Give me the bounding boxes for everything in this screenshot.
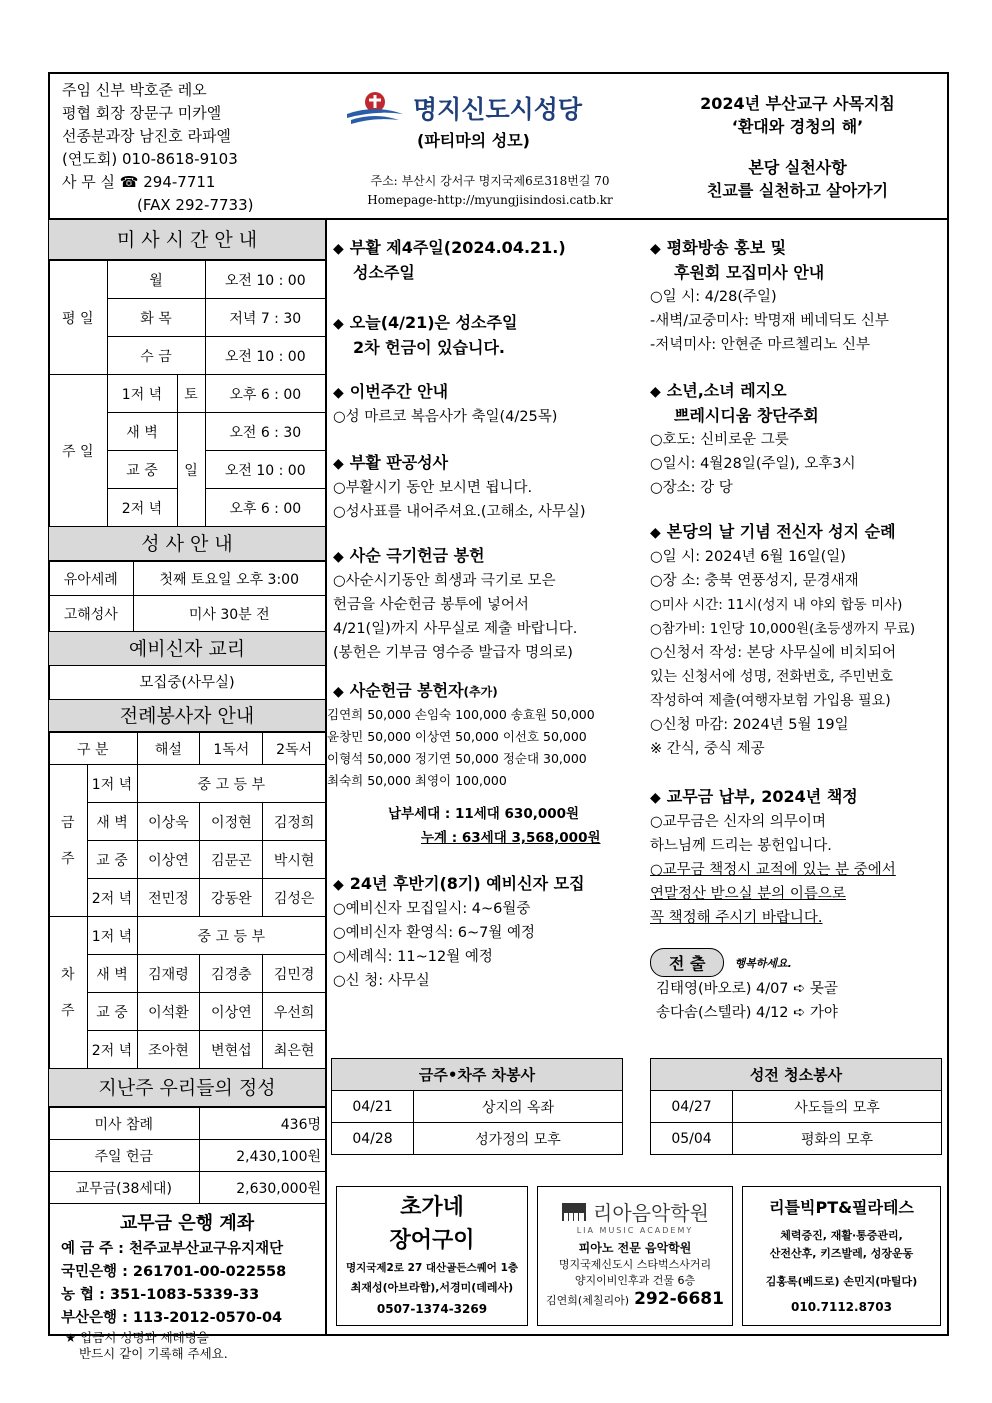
- section-title: 평화방송 홍보 및: [666, 238, 787, 257]
- altar-cell: 박시현: [263, 841, 325, 879]
- altar-merged: 중 고 등 부: [137, 917, 325, 955]
- ad-line: 체력증진, 재활·통증관리,: [780, 1229, 903, 1242]
- altar-header: 2독서: [263, 733, 325, 765]
- offering-value: 436명: [199, 1108, 325, 1140]
- mass-day: 월: [107, 261, 205, 299]
- section-line-underlined: 연말정산 받으실 분의 이름으로: [650, 886, 846, 902]
- altar-cell: 변현섭: [200, 1031, 263, 1069]
- ad-owner: 김홍록(베드로) 손민지(마틸다): [765, 1275, 918, 1288]
- section-line: 헌금을 사순헌금 봉투에 넣어서: [333, 597, 529, 613]
- guideline-line: 2024년 부산교구 사목지침: [700, 94, 895, 113]
- diamond-icon: ◆: [333, 456, 344, 472]
- bank-note: 반드시 같이 기록해 주세요.: [79, 1346, 228, 1361]
- mass-time: 오전 6 : 30: [205, 413, 325, 451]
- donor-cumulative: 누계 : 63세대 3,568,000원: [421, 830, 601, 846]
- section-line-underlined: ○교무금 책정시 교적에 있는 분 중에서: [650, 862, 896, 878]
- next-week-label: 차 주: [49, 917, 87, 1069]
- duty-team: 성가정의 모후: [414, 1123, 623, 1155]
- section-title: 쁘레시디움 창단주회: [674, 406, 819, 425]
- altar-cell: 이상연: [200, 993, 263, 1031]
- offering-name: 주일 헌금: [49, 1140, 199, 1172]
- staff-line: 주임 신부 박호준 레오: [62, 81, 207, 99]
- diamond-icon: ◆: [333, 241, 344, 257]
- section-title: 부활 제4주일(2024.04.21.): [349, 238, 566, 257]
- altar-cell: 우선희: [263, 993, 325, 1031]
- transfer-blessing: 행복하세요.: [734, 956, 792, 970]
- bank-note: ★ 입금시 성명과 세례명을: [65, 1330, 209, 1345]
- staff-line: 사 무 실 ☎ 294-7711: [62, 173, 216, 191]
- section-title-suffix: (추가): [463, 685, 498, 699]
- section-line: ○호도: 신비로운 그릇: [650, 432, 789, 448]
- altar-mass: 2저 녁: [87, 879, 137, 917]
- ad-music-academy: [537, 1186, 733, 1326]
- donor-total: 납부세대 : 11세대 630,000원: [388, 806, 580, 822]
- altar-cell: 조아현: [137, 1031, 200, 1069]
- church-homepage[interactable]: Homepage-http://myungjisindosi.catb.kr: [367, 193, 613, 207]
- section-title: 24년 후반기(8기) 예비신자 모집: [349, 874, 585, 893]
- section-line: ○장 소: 충북 연풍성지, 문경새재: [650, 573, 859, 589]
- section-line: ○일시: 4월28일(주일), 오후3시: [650, 456, 856, 472]
- mass-time: 오전 10 : 00: [205, 337, 325, 375]
- altar-header: 구 분: [49, 733, 137, 765]
- section-line: ○미사 시간: 11시(성지 내 야외 합동 미사): [650, 597, 903, 613]
- section-line: ○성사표를 내어주셔요.(고해소, 사무실): [333, 504, 586, 520]
- diamond-icon: ◆: [650, 241, 661, 257]
- staff-line: (FAX 292-7733): [137, 196, 254, 214]
- transfer-label: 전 출: [650, 948, 724, 977]
- section-title: 이번주간 안내: [349, 382, 449, 401]
- church-address: 주소: 부산시 강서구 명지국제6로318번길 70: [370, 174, 610, 188]
- mass-name: 2저 녁: [107, 489, 177, 527]
- mass-time: 오전 10 : 00: [205, 261, 325, 299]
- right-column: [650, 236, 942, 1025]
- altar-mass: 새 벽: [87, 955, 137, 993]
- ad-line: 피아노 전문 음악학원: [578, 1241, 692, 1255]
- altar-mass: 새 벽: [87, 803, 137, 841]
- left-column: [49, 220, 325, 1362]
- altar-mass: 교 중: [87, 993, 137, 1031]
- ad-title: 리아음악학원: [593, 1201, 709, 1225]
- ad-pilates: [742, 1186, 941, 1326]
- guideline-line: ‘환대와 경청의 해’: [731, 117, 864, 136]
- altar-mass: 1저 녁: [87, 917, 137, 955]
- ad-title: 초가네: [400, 1195, 464, 1220]
- mass-day: 화 목: [107, 299, 205, 337]
- duty-team: 사도들의 모후: [733, 1091, 942, 1123]
- altar-cell: 최은현: [263, 1031, 325, 1069]
- ad-restaurant: [336, 1186, 528, 1326]
- section-line: ○예비신자 모집일시: 4~6월중: [333, 901, 531, 917]
- diamond-icon: ◆: [650, 790, 661, 806]
- duty-date: 05/04: [651, 1123, 733, 1155]
- offering-name: 미사 참례: [49, 1108, 199, 1140]
- section-title: 본당의 날 기념 전신자 성지 순례: [666, 522, 896, 541]
- transfer-line: 김태영(바오로) 4/07 ➪ 못골: [656, 981, 838, 997]
- diamond-icon: ◆: [333, 549, 344, 565]
- section-title: 사순헌금 봉헌자: [349, 681, 464, 700]
- section-line: ○예비신자 환영식: 6~7월 예정: [333, 925, 536, 941]
- diamond-icon: ◆: [333, 684, 344, 700]
- mass-name: 교 중: [107, 451, 177, 489]
- mass-title: 미 사 시 간 안 내: [49, 220, 325, 260]
- duty-date: 04/21: [332, 1091, 414, 1123]
- middle-column: [327, 236, 643, 993]
- diamond-icon: ◆: [650, 384, 661, 400]
- sacrament-name: 유아세례: [49, 562, 133, 596]
- church-logo-icon: [345, 88, 405, 128]
- section-title: 사순 극기헌금 봉헌: [349, 546, 485, 565]
- sacrament-value: 첫째 토요일 오후 3:00: [133, 562, 325, 596]
- section-line: ○신 청: 사무실: [333, 973, 430, 989]
- altar-mass: 교 중: [87, 841, 137, 879]
- section-line: ○장소: 강 당: [650, 480, 733, 496]
- staff-line: (연도회) 010-8618-9103: [62, 150, 238, 168]
- altar-cell: 김문곤: [200, 841, 263, 879]
- sunday-label: 주 일: [49, 375, 107, 527]
- section-line: -저녁미사: 안현준 마르첼리노 신부: [650, 337, 871, 353]
- section-title: 교무금 납부, 2024년 책정: [666, 787, 858, 806]
- section-line: 있는 신청서에 성명, 전화번호, 주민번호: [650, 669, 894, 685]
- staff-line: 평협 회장 장문구 미카엘: [62, 104, 222, 122]
- diamond-icon: ◆: [333, 385, 344, 401]
- offering-title: 지난주 우리들의 정성: [49, 1069, 325, 1107]
- section-title: 부활 판공성사: [349, 453, 449, 472]
- mass-time: 오전 10 : 00: [205, 451, 325, 489]
- altar-cell: 강동완: [200, 879, 263, 917]
- duty-team: 평화의 모후: [733, 1123, 942, 1155]
- ad-address: 명지국제2로 27 대산골든스퀘어 1층: [345, 1262, 519, 1274]
- donor-line: 이형석 50,000 정기연 50,000 정순대 30,000: [327, 751, 587, 766]
- mass-day: 수 금: [107, 337, 205, 375]
- ad-phone: 010.7112.8703: [791, 1300, 892, 1314]
- altar-cell: 이정현: [200, 803, 263, 841]
- altar-mass: 2저 녁: [87, 1031, 137, 1069]
- staff-line: 선종분과장 남진호 라파엘: [62, 127, 231, 145]
- cleaning-title: 성전 청소봉사: [651, 1059, 942, 1091]
- this-week-label: 금 주: [49, 765, 87, 917]
- section-line: 작성하여 제출(여행자보험 가입용 필요): [650, 693, 891, 709]
- church-subtitle: (파티마의 성모): [417, 131, 530, 150]
- duty-date: 04/27: [651, 1091, 733, 1123]
- bank-title: 교무금 은행 계좌: [119, 1213, 255, 1234]
- altar-title: 전례봉사자 안내: [49, 700, 325, 732]
- bank-row: 농 협 : 351-1083-5339-33: [61, 1287, 260, 1303]
- altar-header: 해설: [137, 733, 200, 765]
- altar-merged: 중 고 등 부: [137, 765, 325, 803]
- section-title: 소년,소녀 레지오: [666, 381, 787, 400]
- mass-table: [49, 260, 325, 527]
- mass-name: 새 벽: [107, 413, 177, 451]
- section-line: ※ 간식, 중식 제공: [650, 741, 765, 757]
- altar-cell: 이상연: [137, 841, 200, 879]
- bank-row: 예 금 주 : 천주교부산교구유지재단: [61, 1241, 284, 1257]
- ad-owner: 김연희(체칠리아): [546, 1294, 629, 1307]
- section-line: -새벽/교중미사: 박명재 베네딕도 신부: [650, 313, 889, 329]
- ad-title: 장어구이: [389, 1228, 475, 1253]
- altar-cell: 김민경: [263, 955, 325, 993]
- sacrament-name: 고해성사: [49, 596, 133, 632]
- ad-line: 산전산후, 키즈발레, 성장운동: [769, 1247, 914, 1260]
- donor-line: 윤창민 50,000 이상연 50,000 이선호 50,000: [327, 729, 587, 744]
- altar-cell: 이상욱: [137, 803, 200, 841]
- sacrament-title: 성 사 안 내: [49, 527, 325, 561]
- section-line: ○세례식: 11~12월 예정: [333, 949, 493, 965]
- parking-duty-table: [331, 1058, 623, 1155]
- mass-name: 1저 녁: [107, 375, 177, 413]
- altar-cell: 이석환: [137, 993, 200, 1031]
- duty-date: 04/28: [332, 1123, 414, 1155]
- catechumen-title: 예비신자 교리: [49, 632, 325, 666]
- piano-icon: [561, 1199, 587, 1225]
- diamond-icon: ◆: [650, 525, 661, 541]
- altar-cell: 김경충: [200, 955, 263, 993]
- section-line: ○참가비: 1인당 10,000원(초등생까지 무료): [650, 621, 916, 637]
- diamond-icon: ◆: [333, 877, 344, 893]
- offering-value: 2,430,100원: [199, 1140, 325, 1172]
- section-title: 2차 헌금이 있습니다.: [353, 338, 505, 357]
- sacrament-value: 미사 30분 전: [133, 596, 325, 632]
- altar-header: 1독서: [200, 733, 263, 765]
- ad-subtitle: LIA MUSIC ACADEMY: [576, 1226, 694, 1235]
- donor-line: 최숙희 50,000 최영이 100,000: [327, 773, 507, 788]
- section-line: 4/21(일)까지 사무실로 제출 바랍니다.: [333, 621, 578, 637]
- practice-title: 본당 실천사항: [748, 158, 847, 177]
- section-line: ○신청 마감: 2024년 5월 19일: [650, 717, 849, 733]
- section-line: ○교무금은 신자의 의무이며: [650, 814, 826, 830]
- section-line: ○일 시: 2024년 6월 16일(일): [650, 549, 846, 565]
- altar-cell: 김성은: [263, 879, 325, 917]
- mass-time: 오후 6 : 00: [205, 489, 325, 527]
- altar-cell: 김정희: [263, 803, 325, 841]
- altar-table: [49, 732, 325, 1069]
- altar-mass: 1저 녁: [87, 765, 137, 803]
- section-line-underlined: 꼭 책정해 주시기 바랍니다.: [650, 910, 823, 926]
- mass-time: 저녁 7 : 30: [205, 299, 325, 337]
- altar-cell: 전민정: [137, 879, 200, 917]
- offering-value: 2,630,000원: [199, 1172, 325, 1204]
- weekday-label: 평 일: [49, 261, 107, 375]
- bank-section: [49, 1204, 325, 1362]
- section-line: ○신청서 작성: 본당 사무실에 비치되어: [650, 645, 897, 661]
- parking-title: 금주•차주 차봉사: [332, 1059, 623, 1091]
- ad-title: 리틀빅PT&필라테스: [769, 1198, 914, 1217]
- donor-line: 김연희 50,000 손임숙 100,000 송효원 50,000: [327, 707, 595, 722]
- transfer-line: 송다솜(스텔라) 4/12 ➪ 가야: [656, 1005, 838, 1021]
- practice-line: 친교를 실천하고 살아가기: [706, 181, 889, 200]
- catechumen-value: 모집중(사무실): [49, 666, 325, 700]
- altar-cell: 김재령: [137, 955, 200, 993]
- transfer-header: [650, 948, 942, 977]
- ad-phone: 292-6681: [634, 1289, 724, 1309]
- pastoral-guideline: [655, 92, 940, 202]
- bank-row: 부산은행 : 113-2012-0570-04: [61, 1310, 283, 1326]
- sacrament-table: [49, 561, 325, 632]
- cleaning-duty-table: [650, 1058, 942, 1155]
- ad-line: 명지국제신도시 스타벅스사거리: [558, 1258, 712, 1271]
- section-line: (봉헌은 기부금 영수증 발급자 명의로): [333, 645, 573, 661]
- section-line: ○사순시기동안 희생과 극기로 모은: [333, 573, 556, 589]
- header-staff: [62, 79, 253, 217]
- offering-table: [49, 1107, 325, 1204]
- offering-name: 교무금(38세대): [49, 1172, 199, 1204]
- mass-time: 오후 6 : 00: [205, 375, 325, 413]
- section-line: ○성 마르코 복음사가 축일(4/25목): [333, 409, 558, 425]
- church-name: 명지신도시성당: [413, 95, 583, 124]
- section-title: 오늘(4/21)은 성소주일: [349, 313, 518, 332]
- section-line: 하느님께 드리는 봉헌입니다.: [650, 838, 832, 854]
- section-line: ○일 시: 4/28(주일): [650, 289, 777, 305]
- mass-day: 일: [177, 413, 205, 527]
- bank-row: 국민은행 : 261701-00-022558: [61, 1264, 287, 1280]
- section-line: ○부활시기 동안 보시면 됩니다.: [333, 480, 533, 496]
- ad-phone: 0507-1374-3269: [376, 1302, 488, 1316]
- mass-day: 토: [177, 375, 205, 413]
- section-title: 후원회 모집미사 안내: [674, 263, 825, 282]
- duty-team: 상지의 옥좌: [414, 1091, 623, 1123]
- ad-owner: 최재성(아브라함),서경미(데레사): [350, 1281, 514, 1294]
- ad-line: 양지이비인후과 건물 6층: [574, 1274, 696, 1287]
- section-title: 성소주일: [353, 263, 415, 282]
- diamond-icon: ◆: [333, 316, 344, 332]
